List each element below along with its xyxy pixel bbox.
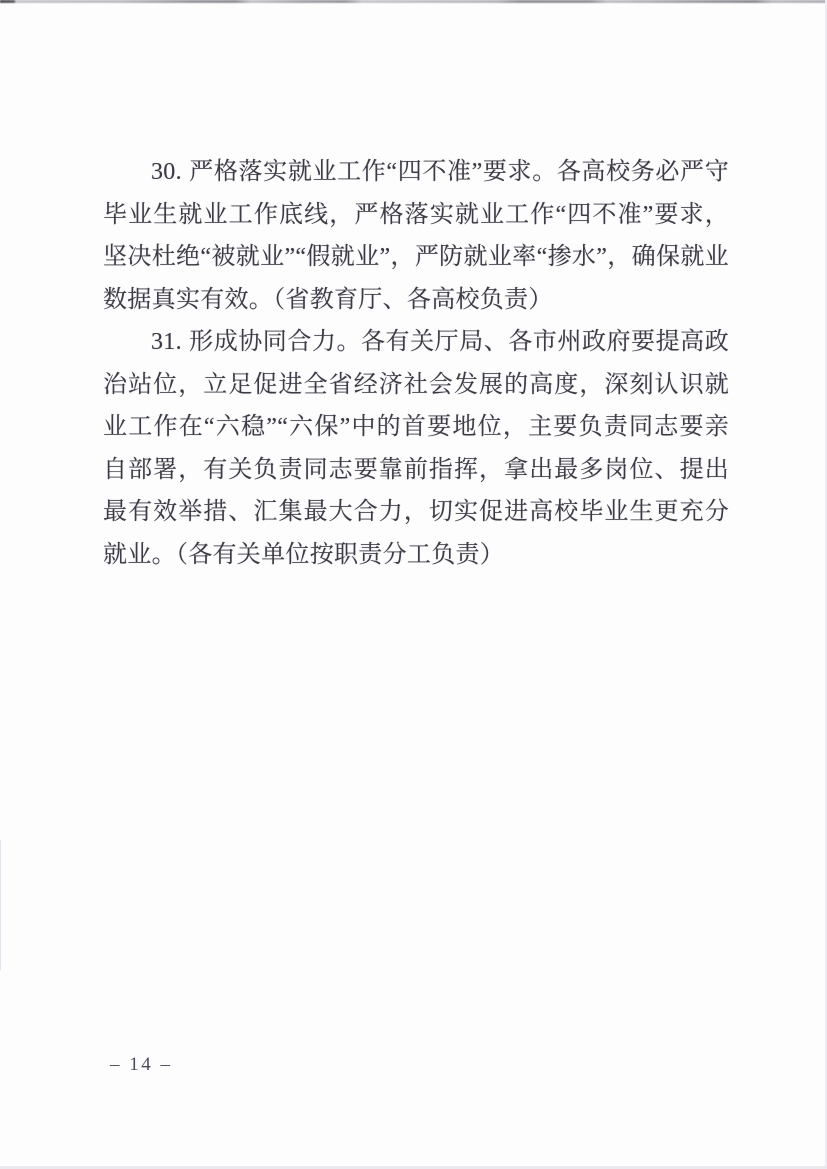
paragraph-item-30: [103, 151, 729, 321]
paragraph-text: 形成协同合力。各有关厅局、各市州政府要提高政治站位，立足促进全省经济社会发展的高度，深刻认识就业工作在“六稳”“六保”中的首要地位，主要负责同志要亲自部署，有关负责同志要靠前指挥，拿出最多岗位、提出最有效举措、汇集最大合力，切实促进高校毕业生更充分就业。（各有关单位按职责分工负责）: [103, 329, 729, 568]
paragraph-number: 30.: [151, 159, 182, 185]
paragraph-item-31: [103, 321, 729, 576]
page-number: – 14 –: [110, 1054, 173, 1075]
scan-artifact-top-edge: [0, 0, 827, 3]
scan-artifact-left-edge: [0, 840, 1, 970]
paragraph-text: 严格落实就业工作“四不准”要求。各高校务必严守毕业生就业工作底线，严格落实就业工作“四不准”要求，坚决杜绝“被就业”“假就业”，严防就业率“掺水”，确保就业数据真实有效。（省教育厅、各高校负责）: [103, 159, 729, 313]
paragraph-number: 31.: [151, 329, 182, 355]
document-body: [103, 151, 729, 576]
